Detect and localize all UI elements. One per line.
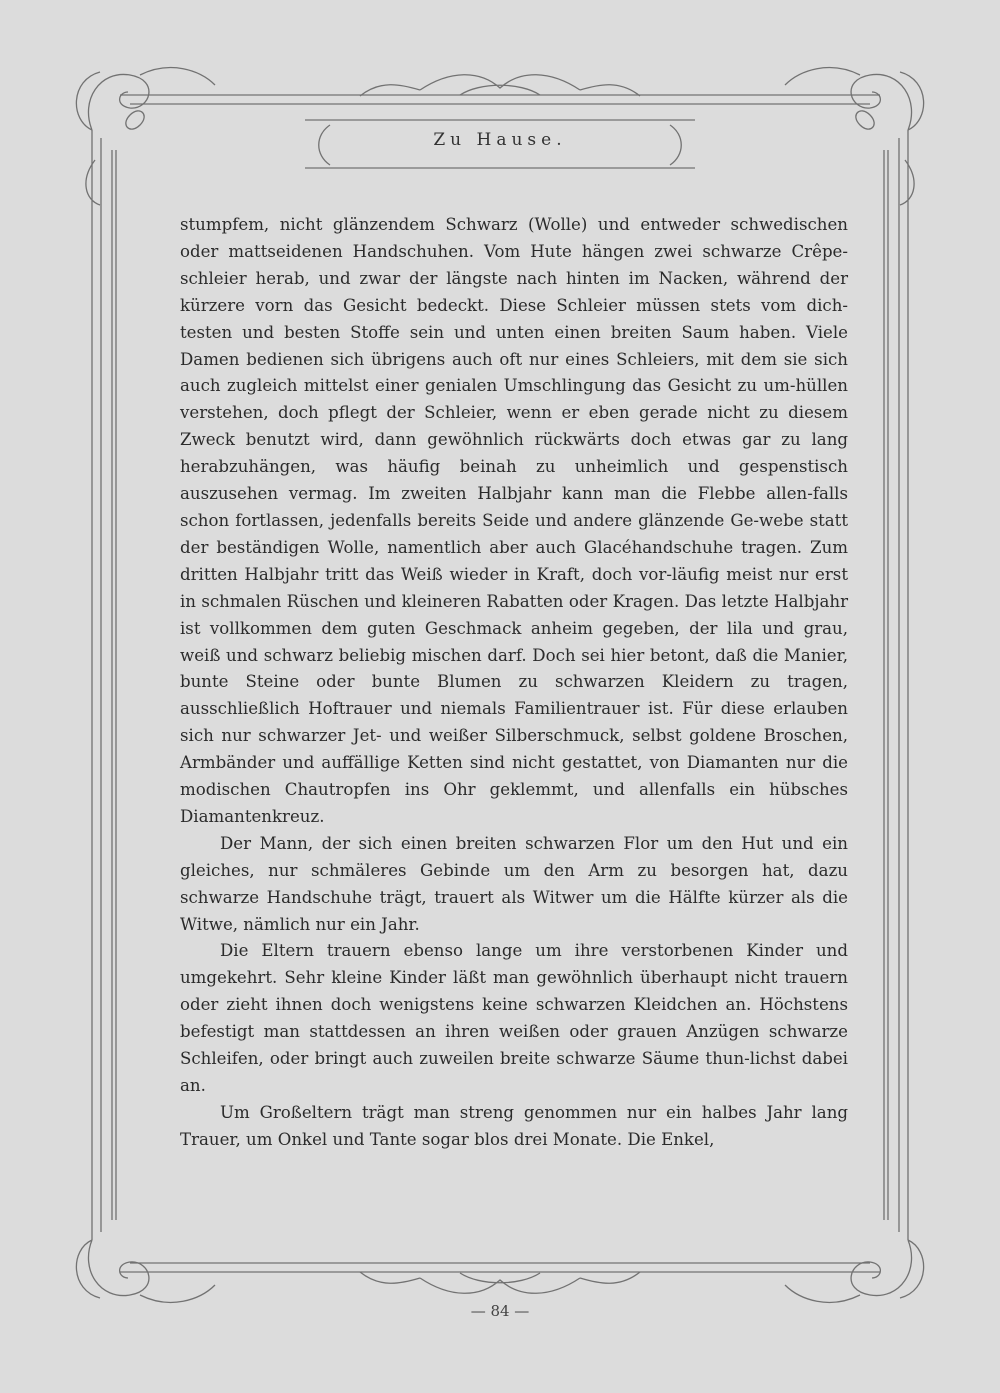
paragraph: stumpfem, nicht glänzendem Schwarz (Wolle) und entweder schwedischen oder mattseidenen Handschuhen. Vom Hute hängen zwei schwarze Crêpe-schleier herab, und zwar der längste nach hinten im Nacken, während der kürzere vorn das Gesicht bedeckt. Diese Schleier müssen stets vom dich-testen und besten Stoffe sein und unten einen breiten Saum haben. Viele Damen bedienen sich übrigens auch oft nur eines Schleiers, mit dem sie sich auch zugleich mittelst einer genialen Umschlingung das Gesicht zu um-hüllen verstehen, doch pflegt der Schleier, wenn er eben gerade nicht zu diesem Zweck benutzt wird, dann gewöhnlich rückwärts doch etwas gar zu lang herabzuhängen, was häufig beinah zu unheimlich und gespenstisch auszusehen vermag. Im zweiten Halbjahr kann man die Flebbe allen-falls schon fortlassen, jedenfalls bereits Seide und andere glänzende Ge-webe statt der beständigen Wolle, namentlich aber auch Glacéhandschuhe tragen. Zum dritten Halbjahr tritt das Weiß wieder in Kraft, doch vor-läufig meist nur erst in schmalen Rüschen und kleineren Rabatten oder Kragen. Das letzte Halbjahr ist vollkommen dem guten Geschmack anheim gegeben, der lila und grau, weiß und schwarz beliebig mischen darf. Doch sei hier betont, daß die Manier, bunte Steine oder bunte Blumen zu schwarzen Kleidern zu tragen, ausschließlich Hoftrauer und niemals Familientrauer ist. Für diese erlauben sich nur schwarzer Jet- und weißer Silberschmuck, selbst goldene Broschen, Armbänder und auffällige Ketten sind nicht gestattet, von Diamanten nur die modischen Chautropfen ins Ohr geklemmt, und allenfalls ein hübsches Diamantenkreuz. — [180, 215, 848, 826]
corner-bottom-left-scroll — [76, 1240, 215, 1302]
page-number: — 84 — — [470, 1302, 530, 1320]
left-leaf-ornament — [126, 111, 144, 129]
paragraph: Um Großeltern trägt man streng genommen nur ein halbes Jahr lang Trauer, um Onkel und Tante sogar blos drei Monate. Die Enkel, — [180, 1102, 848, 1149]
paragraph: Der Mann, der sich einen breiten schwarzen Flor um den Hut und ein gleiches, nur schmäleres Gebinde um den Arm zu besorgen hat, dazu schwarze Handschuhe trägt, trauert als Witwer um die Hälfte kürzer als die Witwe, nämlich nur ein Jahr. — [180, 833, 848, 934]
top-center-flourish — [360, 75, 640, 96]
paragraph: Die Eltern trauern ebenso lange um ihre verstorbenen Kinder und umgekehrt. Sehr kleine Kinder läßt man gewöhnlich überhaupt nicht trauern oder zieht ihnen doch wenigstens keine schwarzen Kleidchen an. Höchstens befestigt man stattdessen an ihren weißen oder grauen Anzügen schwarze Schleifen, oder bringt auch zuweilen breite schwarze Säume thun-lichst dabei an. — [180, 941, 848, 1095]
frame-left-rail — [112, 150, 116, 1220]
corner-bottom-right-scroll — [785, 1240, 924, 1302]
right-leaf-ornament — [856, 111, 874, 129]
bottom-center-flourish — [360, 1272, 640, 1293]
frame-right-rail — [884, 150, 888, 1220]
body-text — [180, 212, 848, 1154]
running-title: Zu Hause. — [433, 130, 567, 150]
